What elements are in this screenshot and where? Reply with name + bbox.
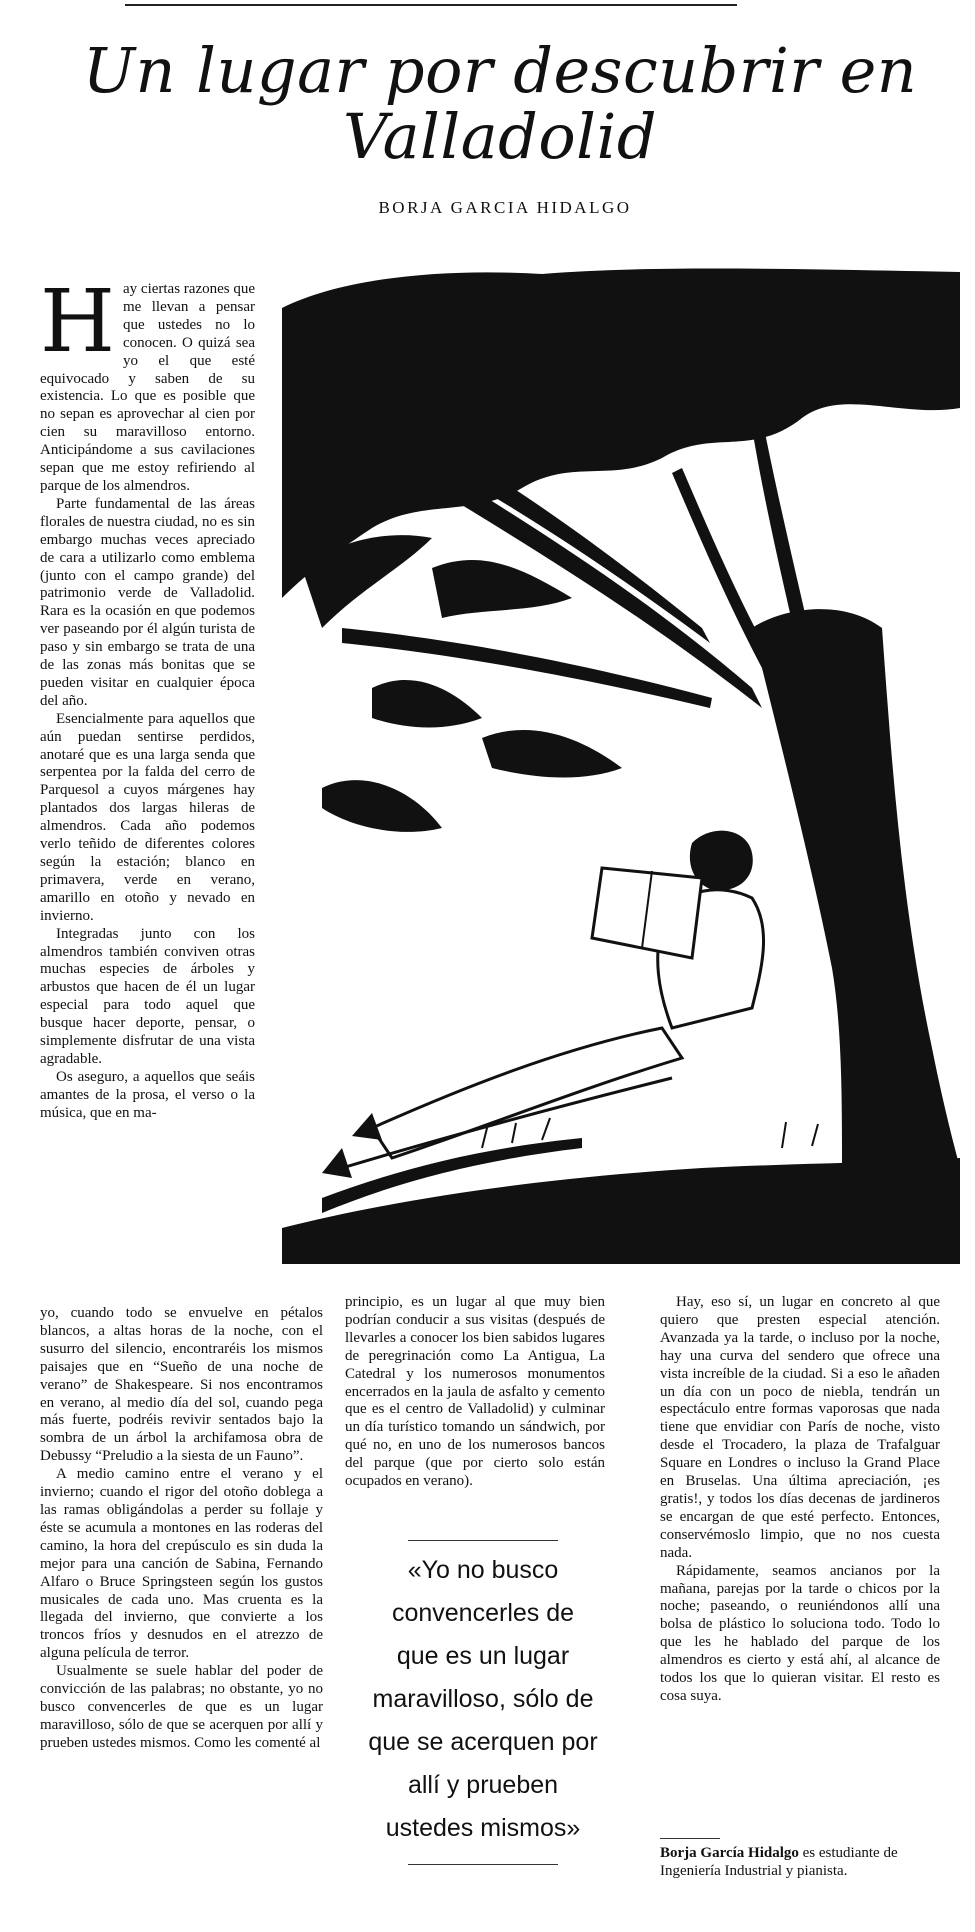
paragraph-5b: yo, cuando todo se envuelve en pétalos blancos, a altas horas de la noche, con el susurro del silencio, encontraréis los mismos paisajes que en “Sueño de una noche de verano” de Shakespeare. Si nos encontramos en verano, al medio día del sol, cuando pega más fuerte, podréis revivir sentados bajo la sombra de un árbol la archifamosa obra de Debussy “Preludio a la siesta de un Fauno”. [40, 1305, 323, 1465]
tree-reader-illustration [282, 268, 960, 1264]
column-middle [345, 1294, 605, 1491]
author-note [660, 1844, 950, 1880]
byline: BORJA GARCIA HIDALGO [378, 198, 632, 217]
top-rule [125, 4, 737, 6]
column-right [660, 1294, 940, 1706]
paragraph-1-text: ay ciertas razones que me llevan a pensar que ustedes no lo conocen. O quizá sea yo el que esté equivocado y saben de su existencia. Lo que es posible que no sepan es aprovechar al cien por cien su maravilloso entorno. Anticipándome a sus cavilaciones sepan que me estoy refiriendo al parque de los almendros. [40, 281, 256, 494]
paragraph-1 [40, 272, 256, 496]
column-left-lower [40, 1305, 323, 1753]
illustrator-signature: Lugue [867, 1232, 925, 1253]
drop-cap: H [40, 272, 115, 372]
paragraph-8: principio, es un lugar al que muy bien podrían conducir a sus visitas (después de llevarles a conocer los bien sabidos lugares de peregrinación como La Antigua, La Catedral y los numerosos monumentos encerrados en la jaula de asfalto y cemento que es el centro de Valladolid) y culminar un día turístico tomando un sándwich, por qué no, en uno de los numerosos bancos del parque (que por cierto solo están ocupados en verano). [345, 1294, 605, 1490]
paragraph-10: Rápidamente, seamos ancianos por la mañana, parejas por la tarde o chicos por la noche; paseando, o reuniéndonos allí una bolsa de plástico lo soluciona todo. Todo lo que les he hablado del parque de los almendros es cierto y está ahí, al alcance de todos los que lo quieran visitar. El resto es cosa suya. [660, 1562, 940, 1704]
paragraph-2: Parte fundamental de las áreas florales de nuestra ciudad, no es sin embargo muchas veces apreciado de cara a utilizarlo como emblema (junto con el campo grande) del patrimonio verde de Valladolid. Rara es la ocasión en que podemos ver paseando por él algún turista de paso y sin embargo se trata de una de las zonas más bonitas que se pueden visitar en cualquier época del año. [40, 495, 255, 709]
author-note-rule [660, 1838, 720, 1839]
article-title: Un lugar por descubrir en Valladolid [82, 34, 918, 173]
column-left-upper [40, 272, 256, 1123]
pull-quote: «Yo no busco convencerles de que es un lugar maravilloso, sólo de que se acerquen por allí y prueben ustedes mismos» [368, 1556, 598, 1842]
paragraph-6: A medio camino entre el verano y el invierno; cuando el rigor del otoño doblega a las ramas obligándolas a perder su follaje y éste se acumula a montones en las roderas del camino, la hora del crepúsculo es sin duda la mejor para una canción de Sabina, Fernando Alfaro o Bruce Springsteen según los gustos musicales de cada uno. Mas cruenta es la llegada del invierno, que convierte a los troncos fríos y desnudos en el atrezzo de alguna película de terror. [40, 1466, 323, 1662]
pull-quote-rule-bottom [408, 1864, 558, 1865]
paragraph-9: Hay, eso sí, un lugar en concreto al que quiero que presten especial atención. Avanzada ya la tarde, o incluso por la noche, hay una curva del sendero que ofrece una vista increíble de la ciudad. Si a eso le añaden un día con un poco de niebla, tendrán un espectáculo entre formas vaporosas que nada tiene que envidiar con París de noche, visto desde el Trocadero, la plaza de Trafalguar Square en Londres o incluso la Grand Place en Bruselas. Una última apreciación, ¡es gratis!, y todos los días decenas de jardineros se encargan de que esté perfecto. Entonces, conservémoslo limpio, que no nos cuesta nada. [660, 1294, 940, 1561]
pull-quote-block [368, 1540, 598, 1865]
paragraph-3: Esencialmente para aquellos que aún puedan sentirse perdidos, anotaré que es una larga senda que serpentea por la falda del cerro de Parquesol a cuyos márgenes hay plantados dos largas hileras de almendros. Cada año podemos verlo teñido de diferentes colores según la estación; blanco en primavera, verde en verano, amarillo en otoño y nevado en invierno. [40, 710, 255, 924]
paragraph-5a: Os aseguro, a aquellos que seáis amantes de la prosa, el verso o la música, que en ma- [40, 1068, 255, 1121]
pull-quote-rule-top [408, 1540, 558, 1541]
paragraph-7: Usualmente se suele hablar del poder de convicción de las palabras; no obstante, yo no busco convencerles de que es un lugar maravilloso, sólo de que se acerquen por allí y prueben ustedes mismos. Como les comenté al [40, 1663, 323, 1751]
author-note-name: Borja García Hidalgo [660, 1845, 799, 1861]
paragraph-4: Integradas junto con los almendros también conviven otras muchas especies de árboles y arbustos que hacen de él un lugar especial para todo aquel que busque hacer deporte, pensar, o simplemente disfrutar de una vista agradable. [40, 925, 255, 1067]
author-note-text: es estudiante de Ingeniería Industrial y pianista. [660, 1845, 898, 1879]
